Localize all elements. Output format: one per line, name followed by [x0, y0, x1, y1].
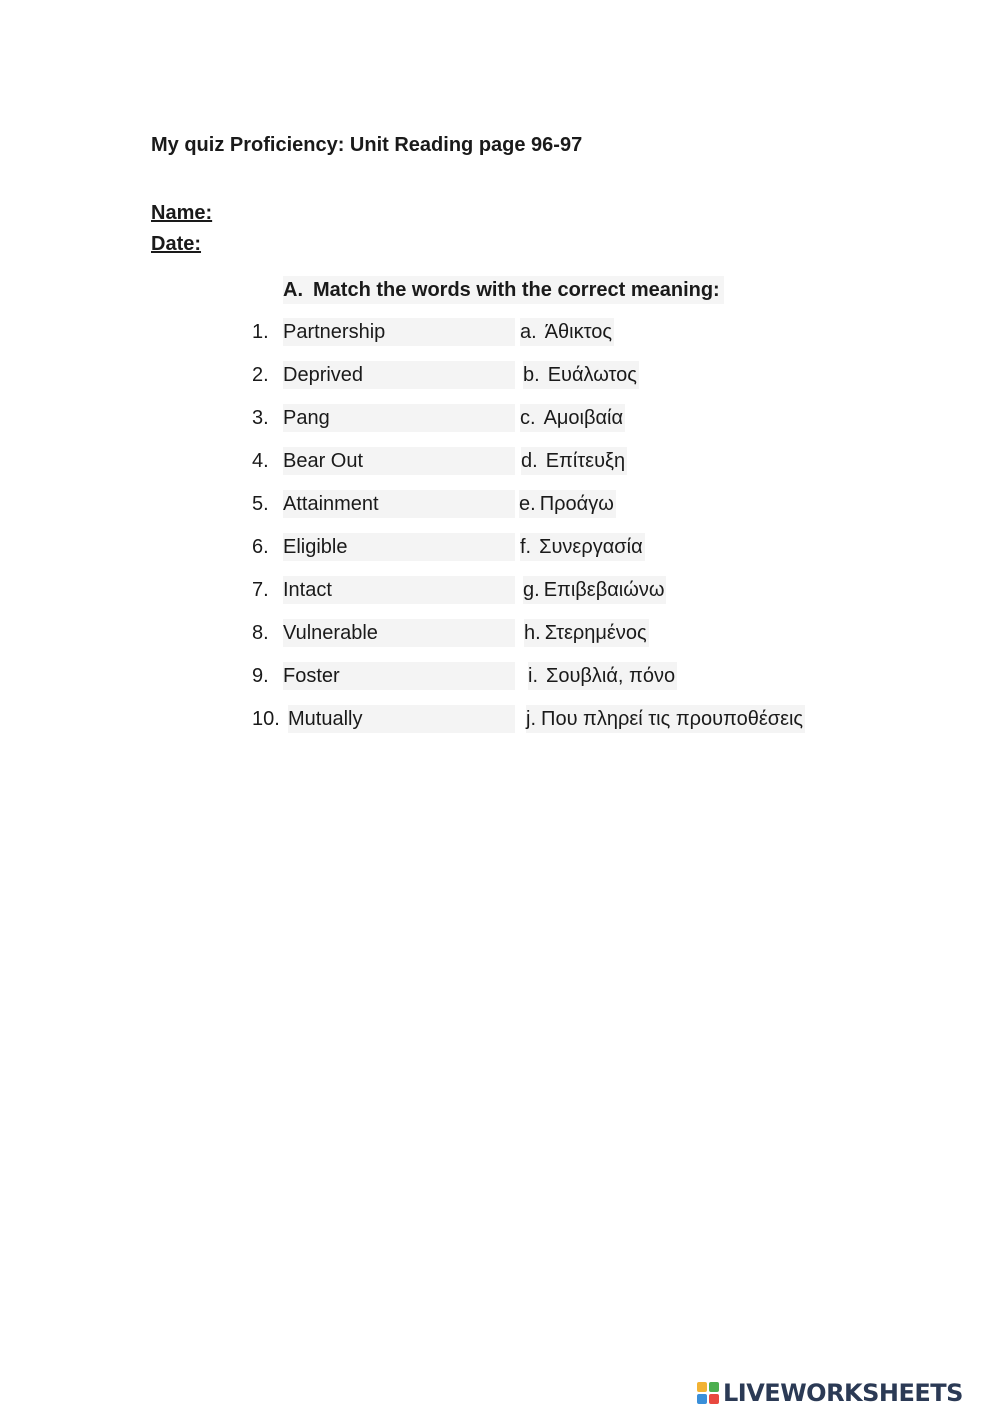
meaning-field: [524, 619, 649, 647]
meaning-field: [521, 447, 627, 475]
meaning-text: Επιβεβαιώνω: [543, 579, 665, 601]
meaning-text: Ευάλωτος: [547, 364, 637, 386]
logo-square: [697, 1394, 707, 1404]
item-number: 6.: [252, 536, 269, 558]
meaning-field: [526, 705, 805, 733]
word-field[interactable]: Vulnerable: [283, 619, 515, 647]
word-field[interactable]: Mutually: [288, 705, 515, 733]
match-row: [0, 404, 1000, 432]
meaning-letter: e.: [519, 493, 536, 515]
word-field[interactable]: Pang: [283, 404, 515, 432]
match-row: [0, 490, 1000, 518]
word-field[interactable]: Deprived: [283, 361, 515, 389]
section-heading-text: Match the words with the correct meaning:: [313, 279, 720, 301]
item-number: 3.: [252, 407, 269, 429]
item-number: 5.: [252, 493, 269, 515]
word-field[interactable]: Partnership: [283, 318, 515, 346]
meaning-field: [528, 662, 677, 690]
meaning-field: [520, 404, 625, 432]
match-row: [0, 662, 1000, 690]
meaning-letter: d.: [521, 450, 538, 472]
word-field[interactable]: Eligible: [283, 533, 515, 561]
logo-square: [697, 1382, 707, 1392]
meaning-text: Άθικτος: [544, 321, 612, 343]
item-number: 7.: [252, 579, 269, 601]
meaning-text: Στερημένος: [544, 622, 647, 644]
meaning-field: [520, 533, 645, 561]
meaning-text: Συνεργασία: [539, 536, 643, 558]
meaning-letter: c.: [520, 407, 536, 429]
meaning-text: Που πληρεί τις προυποθέσεις: [541, 708, 804, 730]
meaning-field: [519, 490, 616, 518]
meaning-letter: j.: [526, 708, 536, 730]
meaning-field: [523, 576, 666, 604]
item-number: 4.: [252, 450, 269, 472]
meaning-text: Αμοιβαία: [543, 407, 624, 429]
meaning-letter: g.: [523, 579, 540, 601]
item-number: 10.: [252, 708, 280, 730]
meaning-text: Επίτευξη: [545, 450, 626, 472]
item-number: 8.: [252, 622, 269, 644]
logo-mark-icon: [697, 1382, 719, 1404]
meaning-letter: a.: [520, 321, 537, 343]
item-number: 2.: [252, 364, 269, 386]
logo-square: [709, 1394, 719, 1404]
section-letter: A.: [283, 279, 303, 301]
meaning-letter: h.: [524, 622, 541, 644]
word-field[interactable]: Attainment: [283, 490, 515, 518]
item-number: 9.: [252, 665, 269, 687]
meaning-text: Προάγω: [539, 493, 614, 515]
meaning-field: [523, 361, 639, 389]
page-title: My quiz Proficiency: Unit Reading page 96-97: [151, 134, 583, 156]
word-field[interactable]: Bear Out: [283, 447, 515, 475]
meaning-letter: f.: [520, 536, 532, 558]
word-field[interactable]: Foster: [283, 662, 515, 690]
match-row: [0, 361, 1000, 389]
meaning-text: Σουβλιά, πόνο: [546, 665, 676, 687]
section-heading: [283, 276, 724, 304]
liveworksheets-logo: [697, 1376, 963, 1410]
logo-text: LIVEWORKSHEETS: [723, 1379, 963, 1407]
match-row: [0, 533, 1000, 561]
match-row: [0, 705, 1000, 733]
match-row: [0, 318, 1000, 346]
meaning-letter: b.: [523, 364, 540, 386]
match-row: [0, 619, 1000, 647]
meaning-field: [520, 318, 614, 346]
match-row: [0, 447, 1000, 475]
logo-square: [709, 1382, 719, 1392]
word-field[interactable]: Intact: [283, 576, 515, 604]
name-label: Name:: [151, 202, 213, 224]
match-row: [0, 576, 1000, 604]
meaning-letter: i.: [528, 665, 538, 687]
date-label: Date:: [151, 233, 202, 255]
item-number: 1.: [252, 321, 269, 343]
